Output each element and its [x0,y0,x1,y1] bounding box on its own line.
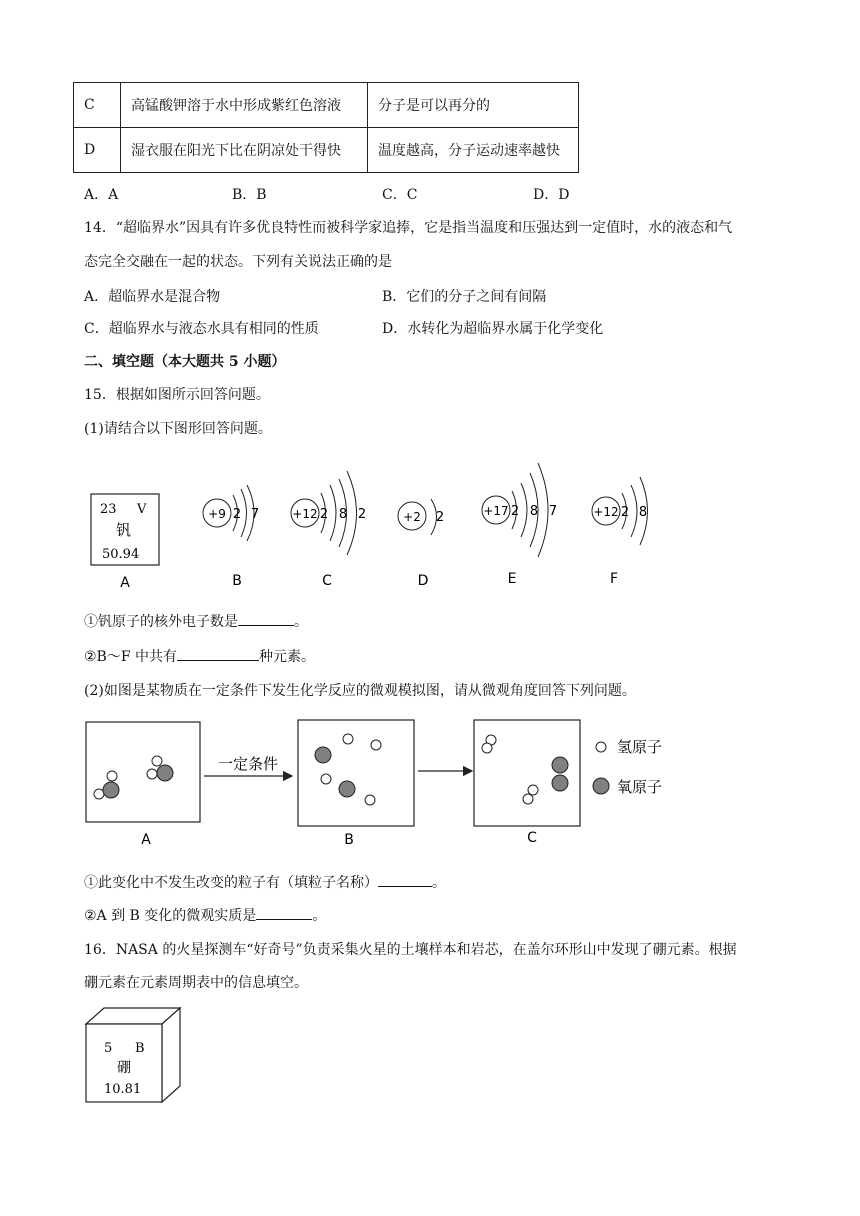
q16-stem-line1: 16．NASA 的火星探测车“好奇号”负责采集火星的土壤样本和岩芯，在盖尔环形山中发现了硼元素。根据 [84,942,737,958]
legend-hydrogen: 氢原子 [617,738,663,756]
shell-electrons: 2 [357,507,367,522]
atom-d [398,499,444,535]
figure-label: D [417,573,429,589]
answer-blank[interactable] [177,648,259,661]
element-mass: 10.81 [104,1082,142,1097]
element-number: 23 [100,502,117,517]
question-text: 。 [312,908,327,924]
figure-label: B [232,573,242,589]
row-explanation: 温度越高，分子运动速率越快 [368,128,579,173]
element-symbol: B [135,1041,145,1056]
figure-label: F [609,571,619,587]
q15-part1: (1)请结合以下图形回答问题。 [84,421,272,437]
shell-electrons: 7 [250,507,260,522]
nucleus-charge: +17 [483,504,509,518]
element-number: 5 [104,1041,113,1056]
q15-stem: 15．根据如图所示回答问题。 [84,387,270,403]
question-text: ①钒原子的核外电子数是 [84,614,238,630]
reaction-box-a [86,722,200,822]
figure-label: B [344,832,354,848]
atom-f [592,477,648,545]
shell-electrons: 2 [232,507,242,522]
shell-electrons: 2 [510,504,520,519]
nucleus-charge: +12 [593,505,619,519]
q14-option-d: D．水转化为超临界水属于化学变化 [382,321,604,337]
figure-label: A [141,832,151,848]
table-row [74,128,579,173]
q15-part2: (2)如图是某物质在一定条件下发生化学反应的微观模拟图，请从微观角度回答下列问题。 [84,683,636,699]
q15-part2-question-2 [84,905,326,925]
question-text: 。 [294,614,308,630]
row-phenomenon: 高锰酸钾溶于水中形成紫红色溶液 [121,83,368,128]
atom-b [203,485,259,541]
answer-blank[interactable] [256,907,312,920]
shell-electrons: 2 [435,510,445,525]
q14-option-a: A．超临界水是混合物 [84,289,221,305]
reaction-box-b [298,720,414,826]
q13-option-c: C．C [382,187,418,203]
atom-e [482,463,557,557]
q13-option-d: D．D [533,187,570,203]
row-letter: D [74,128,121,173]
q13-option-b: B．B [232,187,267,203]
reaction-box-c [474,720,580,826]
reaction-model-figure [80,712,700,852]
legend [593,738,662,796]
q13-options-table [73,82,579,173]
shell-electrons: 8 [638,505,648,520]
q14-option-b: B．它们的分子之间有间隔 [382,289,547,305]
row-letter: C [74,83,121,128]
element-symbol: V [137,502,147,517]
answer-blank[interactable] [378,874,432,887]
question-text: 。 [432,875,446,891]
answer-blank[interactable] [238,613,294,626]
nucleus-charge: +2 [403,510,421,524]
shell-electrons: 2 [319,507,329,522]
q14-option-c: C．超临界水与液态水具有相同的性质 [84,321,319,337]
hydrogen-legend-icon [596,742,606,752]
arrow-label: 一定条件 [217,755,279,773]
question-text: 种元素。 [259,649,316,665]
element-card-boron [82,1004,192,1108]
shell-electrons: 8 [529,504,539,519]
atom-c [291,471,366,555]
q13-option-a: A．A [84,187,119,203]
figure-label: A [120,575,130,591]
q16-stem-line2: 硼元素在元素周期表中的信息填空。 [84,975,308,991]
table-row [74,83,579,128]
shell-electrons: 8 [338,507,348,522]
q15-question-2 [84,646,315,666]
shell-electrons: 2 [620,505,630,520]
figure-label: E [507,571,517,587]
element-name: 硼 [117,1060,131,1076]
question-text: ②B～F 中共有 [84,649,178,665]
question-text: ①此变化中不发生改变的粒子有（填粒子名称） [84,875,378,891]
element-card-vanadium [91,494,159,565]
row-phenomenon: 湿衣服在阳光下比在阴凉处干得快 [121,128,368,173]
legend-oxygen: 氧原子 [617,778,663,796]
row-explanation: 分子是可以再分的 [368,83,579,128]
nucleus-charge: +12 [292,507,318,521]
shell-electrons: 7 [548,504,558,519]
nucleus-charge: +9 [208,507,226,521]
oxygen-legend-icon [593,778,609,794]
q15-question-1 [84,611,308,631]
element-mass: 50.94 [102,547,140,562]
question-text: ②A 到 B 变化的微观实质是 [84,908,257,924]
figure-label: C [322,573,332,589]
q14-stem-line1: 14．“超临界水”因具有许多优良特性而被科学家追捧，它是指当温度和压强达到一定值时，水的液态和气 [84,220,733,236]
section-heading: 二、填空题（本大题共 5 小题） [84,354,286,370]
figure-label: C [527,830,537,846]
element-name: 钒 [116,521,132,539]
atomic-structure-figure [80,455,680,595]
q14-stem-line2: 态完全交融在一起的状态。下列有关说法正确的是 [84,254,392,270]
q15-part2-question-1 [84,872,446,892]
